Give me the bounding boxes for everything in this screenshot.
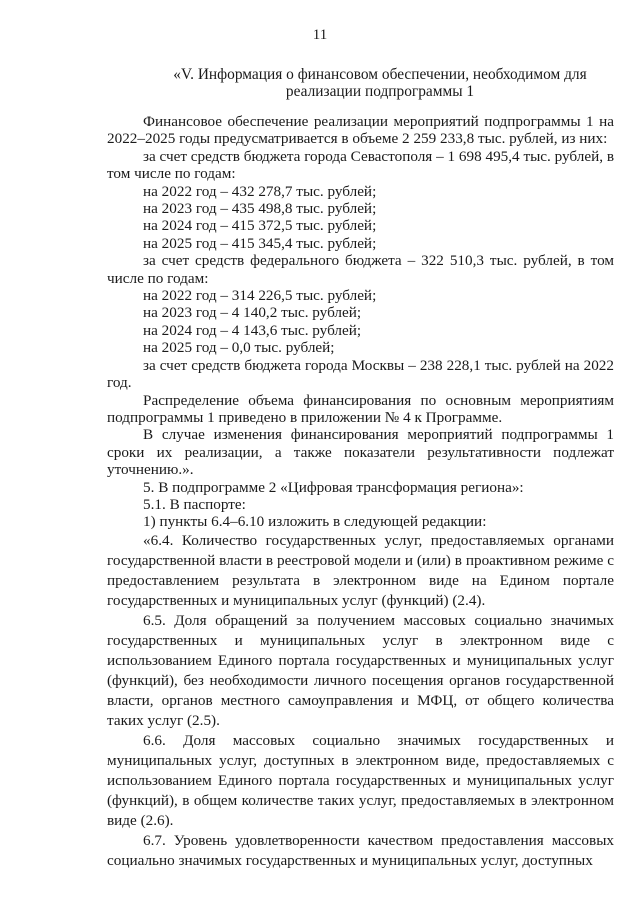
paragraph: В случае изменения финансирования мероприятий подпрограммы 1 сроки их реализации, а также показатели результативности подлежат уточнению.».: [107, 426, 614, 479]
paragraph: за счет средств бюджета города Москвы – 238 228,1 тыс. рублей на 2022 год.: [107, 356, 614, 392]
paragraph: «6.4. Количество государственных услуг, предоставляемых органами государственной власти в реестровой модели и (или) в проактивном режиме с предоставлением результата в электронном виде на Едином портале государственных и муниципальных услуг (функций) (2.4).: [107, 531, 614, 609]
section-heading: «V. Информация о финансовом обеспечении, необходимом для реализации подпрограммы 1: [173, 66, 587, 101]
paragraph: на 2022 год – 432 278,7 тыс. рублей;: [143, 182, 377, 200]
paragraph: на 2025 год – 0,0 тыс. рублей;: [143, 339, 335, 357]
paragraph: 5. В подпрограмме 2 «Цифровая трансформация региона»:: [143, 478, 524, 496]
paragraph: 6.7. Уровень удовлетворенности качеством предоставления массовых социально значимых государственных и муниципальных услуг, доступных: [107, 831, 614, 869]
paragraph: Финансовое обеспечение реализации мероприятий подпрограммы 1 на 2022–2025 годы предусматривается в объеме 2 259 233,8 тыс. рублей, из них:: [107, 113, 614, 148]
paragraph: на 2024 год – 4 143,6 тыс. рублей;: [143, 321, 362, 339]
paragraph: на 2022 год – 314 226,5 тыс. рублей;: [143, 287, 377, 305]
page-number: 11: [312, 27, 328, 43]
document-body: [107, 113, 614, 871]
paragraph: 5.1. В паспорте:: [143, 495, 246, 513]
paragraph: Распределение объема финансирования по основным мероприятиям подпрограммы 1 приведено в приложении № 4 к Программе.: [107, 391, 614, 426]
paragraph: за счет средств федерального бюджета – 322 510,3 тыс. рублей, в том числе по годам:: [107, 252, 614, 287]
paragraph: на 2024 год – 415 372,5 тыс. рублей;: [143, 217, 377, 235]
paragraph: за счет средств бюджета города Севастополя – 1 698 495,4 тыс. рублей, в том числе по годам:: [107, 147, 614, 183]
paragraph: 1) пункты 6.4–6.10 изложить в следующей редакции:: [143, 513, 487, 531]
paragraph: на 2023 год – 4 140,2 тыс. рублей;: [143, 304, 362, 322]
paragraph: 6.6. Доля массовых социально значимых государственных и муниципальных услуг, доступных в электронном виде, предоставляемых с использованием Единого портала государственных и муниципальных услуг (функций), в общем количестве таких услуг, предоставляемых в электронном виде (2.6).: [107, 731, 614, 829]
paragraph: 6.5. Доля обращений за получением массовых социально значимых государственных и муниципальных услуг в электронном виде с использованием Единого портала государственных и муниципальных услуг (функций), без необходимости личного посещения органов государственной власти, органов местного самоуправления и МФЦ, от общего количества таких услуг (2.5).: [107, 611, 614, 729]
paragraph: на 2023 год – 435 498,8 тыс. рублей;: [143, 200, 377, 218]
paragraph: на 2025 год – 415 345,4 тыс. рублей;: [143, 234, 377, 252]
